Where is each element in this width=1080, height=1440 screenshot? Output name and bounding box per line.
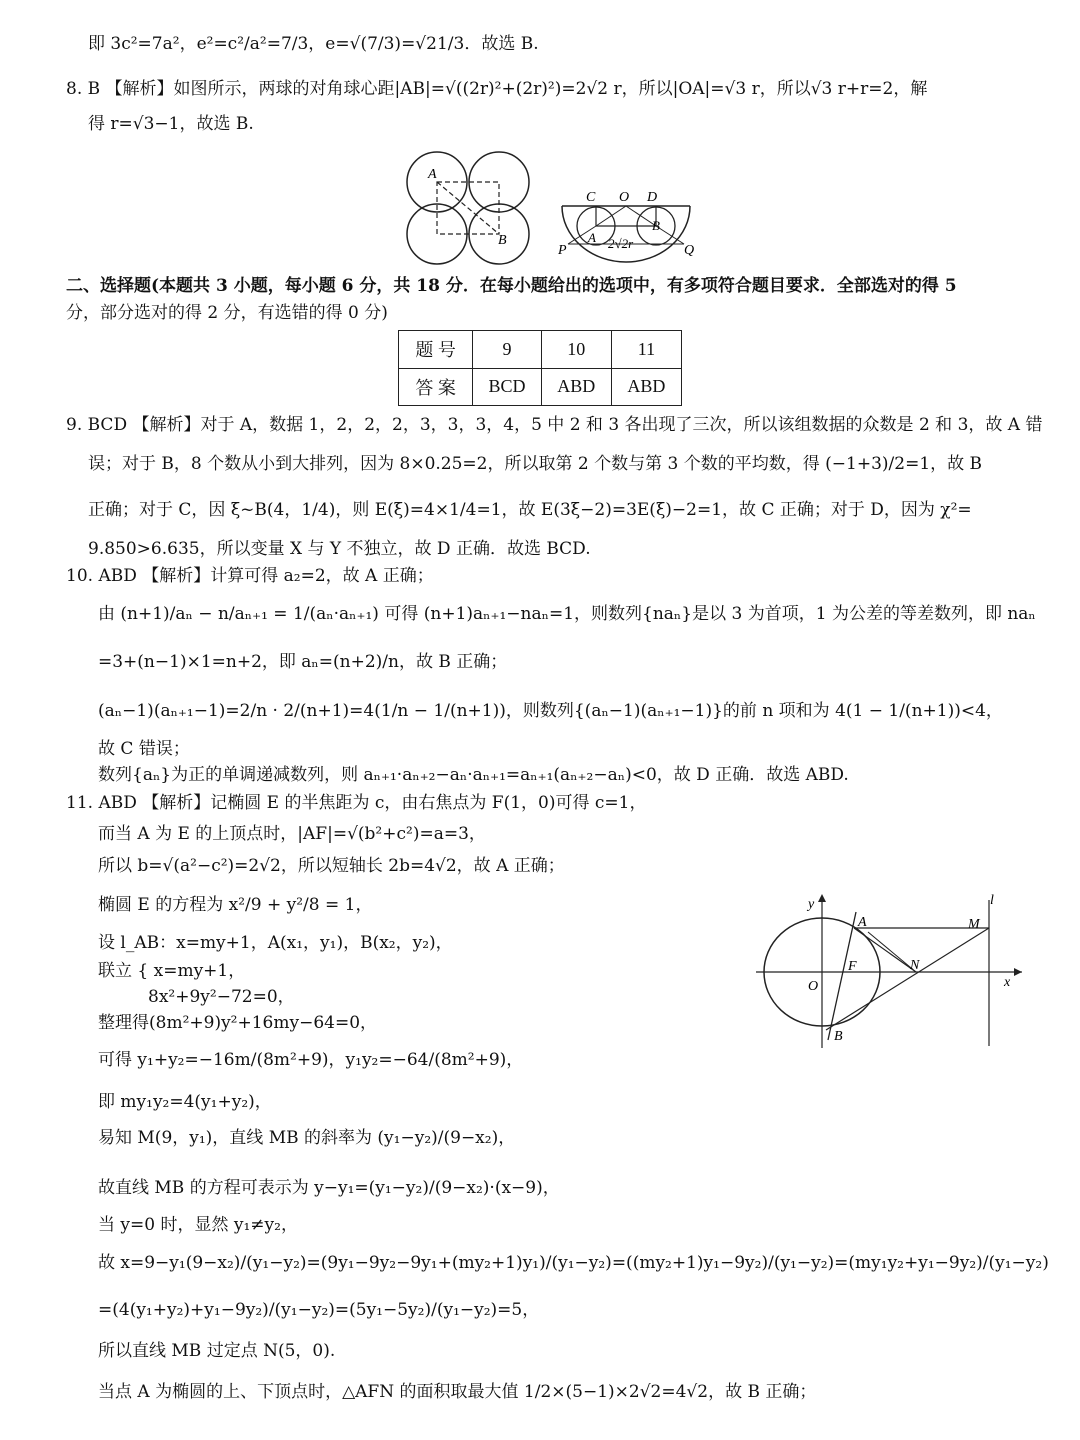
table-cell: 11 (611, 331, 681, 369)
point-label: A (428, 167, 437, 182)
table-cell: 9 (473, 331, 541, 369)
text-line: 9. BCD 【解析】对于 A，数据 1，2，2，2，3，3，3，4，5 中 2 和 3 各出现了三次，所以该组数据的众数是 2 和 3，故 A 错 (66, 415, 1043, 435)
text-line: 8x²+9y²−72=0， (148, 987, 295, 1007)
point-label: B (652, 218, 660, 233)
point-label: A (588, 230, 596, 245)
text-line: 当点 A 为椭圆的上、下顶点时，△AFN 的面积取最大值 1/2×(5−1)×2√2=4√2，故 B 正确； (98, 1382, 817, 1402)
point-label: C (586, 190, 596, 205)
text-line: 故 C 错误； (98, 739, 190, 759)
point-label: O (619, 190, 630, 205)
four-spheres-figure (400, 148, 540, 266)
text-line: 得 r=√3−1，故选 B. (88, 114, 254, 134)
text-line: 所以直线 MB 过定点 N(5，0). (98, 1341, 336, 1361)
line-label: l (990, 893, 994, 908)
text-line: 当 y=0 时，显然 y₁≠y₂， (98, 1215, 298, 1235)
text-line: 由 (n+1)/aₙ − n/aₙ₊₁ = 1/(aₙ·aₙ₊₁) 可得 (n+1)aₙ₊₁−naₙ=1，则数列{naₙ}是以 3 为首项，1 为公差的等差数列，即 naₙ (98, 604, 1036, 624)
text-line: 易知 M(9，y₁)，直线 MB 的斜率为 (y₁−y₂)/(9−x₂)， (98, 1128, 516, 1148)
point-label: B (498, 233, 507, 248)
text-line: 数列{aₙ}为正的单调递减数列，则 aₙ₊₁·aₙ₊₂−aₙ·aₙ₊₁=aₙ₊₁(aₙ₊₂−aₙ)<0，故 D 正确．故选 ABD. (98, 765, 849, 785)
ellipse-diagram (756, 890, 1026, 1050)
text-line: =3+(n−1)×1=n+2，即 aₙ=(n+2)/n，故 B 正确； (98, 652, 508, 672)
point-label: F (848, 959, 857, 974)
text-line: 设 l_AB：x=my+1，A(x₁，y₁)，B(x₂，y₂)， (98, 933, 453, 953)
text-line: 即 my₁y₂=4(y₁+y₂)， (98, 1092, 272, 1112)
section-heading: 二、选择题(本题共 3 小题，每小题 6 分，共 18 分．在每小题给出的选项中，有多项符合题目要求．全部选对的得 5 (66, 276, 957, 296)
point-label: A (858, 915, 867, 930)
text-line: 整理得(8m²+9)y²+16my−64=0， (98, 1013, 378, 1033)
text-line: 而当 A 为 E 的上顶点时，|AF|=√(b²+c²)=a=3， (98, 824, 486, 844)
table-cell: ABD (541, 368, 611, 406)
table-cell: 10 (541, 331, 611, 369)
text-line: 8. B 【解析】如图所示，两球的对角球心距|AB|=√((2r)²+(2r)²)=2√2 r，所以|OA|=√3 r，所以√3 r+r=2，解 (66, 79, 928, 99)
point-label: B (834, 1029, 843, 1044)
table-row (399, 368, 682, 406)
text-line: =(4(y₁+y₂)+y₁−9y₂)/(y₁−y₂)=(5y₁−5y₂)/(y₁−y₂)=5， (98, 1300, 540, 1320)
axis-label: x (1004, 975, 1011, 990)
table-cell: ABD (611, 368, 681, 406)
point-label: D (647, 190, 658, 205)
length-label: 2√2r (608, 236, 634, 251)
point-label: N (910, 958, 920, 973)
text-line: 误；对于 B，8 个数从小到大排列，因为 8×0.25=2，所以取第 2 个数与第 3 个数的平均数，得 (−1+3)/2=1，故 B (88, 454, 983, 474)
text-line: 即 3c²=7a²，e²=c²/a²=7/3，e=√(7/3)=√21/3．故选 B. (88, 34, 539, 54)
point-label: M (968, 917, 980, 932)
text-line: 10. ABD 【解析】计算可得 a₂=2，故 A 正确； (66, 566, 434, 586)
text-line: 椭圆 E 的方程为 x²/9 + y²/8 = 1， (98, 895, 373, 915)
text-line: (aₙ−1)(aₙ₊₁−1)=2/n · 2/(n+1)=4(1/n − 1/(n+1))，则数列{(aₙ−1)(aₙ₊₁−1)}的前 n 项和为 4(1 − 1/(n+1))<4， (98, 701, 1003, 721)
text-line: 9.850>6.635，所以变量 X 与 Y 不独立，故 D 正确．故选 BCD. (88, 539, 591, 559)
text-line: 故 x=9−y₁(9−x₂)/(y₁−y₂)=(9y₁−9y₂−9y₁+(my₂+1)y₁)/(y₁−y₂)=((my₂+1)y₁−9y₂)/(y₁−y₂)=(my₁y₂+y₁−9y₂)/(y₁−y₂) (98, 1253, 1049, 1273)
text-line: 联立 { x=my+1， (98, 961, 246, 981)
point-label: O (808, 979, 819, 994)
point-label: Q (684, 243, 695, 258)
text-line: 分，部分选对的得 2 分，有选错的得 0 分) (66, 303, 388, 323)
answer-table (398, 330, 682, 406)
text-line: 所以 b=√(a²−c²)=2√2，所以短轴长 2b=4√2，故 A 正确； (98, 856, 565, 876)
table-cell: 题 号 (399, 331, 473, 369)
text-line: 可得 y₁+y₂=−16m/(8m²+9)，y₁y₂=−64/(8m²+9)， (98, 1050, 524, 1070)
hemisphere-figure (556, 186, 696, 264)
table-cell: 答 案 (399, 368, 473, 406)
text-line: 11. ABD 【解析】记椭圆 E 的半焦距为 c，由右焦点为 F(1，0)可得 c=1， (66, 793, 647, 813)
text-line: 故直线 MB 的方程可表示为 y−y₁=(y₁−y₂)/(9−x₂)·(x−9)， (98, 1178, 560, 1198)
table-cell: BCD (473, 368, 541, 406)
table-row (399, 331, 682, 369)
point-label: P (558, 243, 567, 258)
axis-label: y (808, 897, 815, 912)
text-line: 正确；对于 C，因 ξ~B(4，1/4)，则 E(ξ)=4×1/4=1，故 E(3ξ−2)=3E(ξ)−2=1，故 C 正确；对于 D，因为 χ²= (88, 500, 972, 520)
